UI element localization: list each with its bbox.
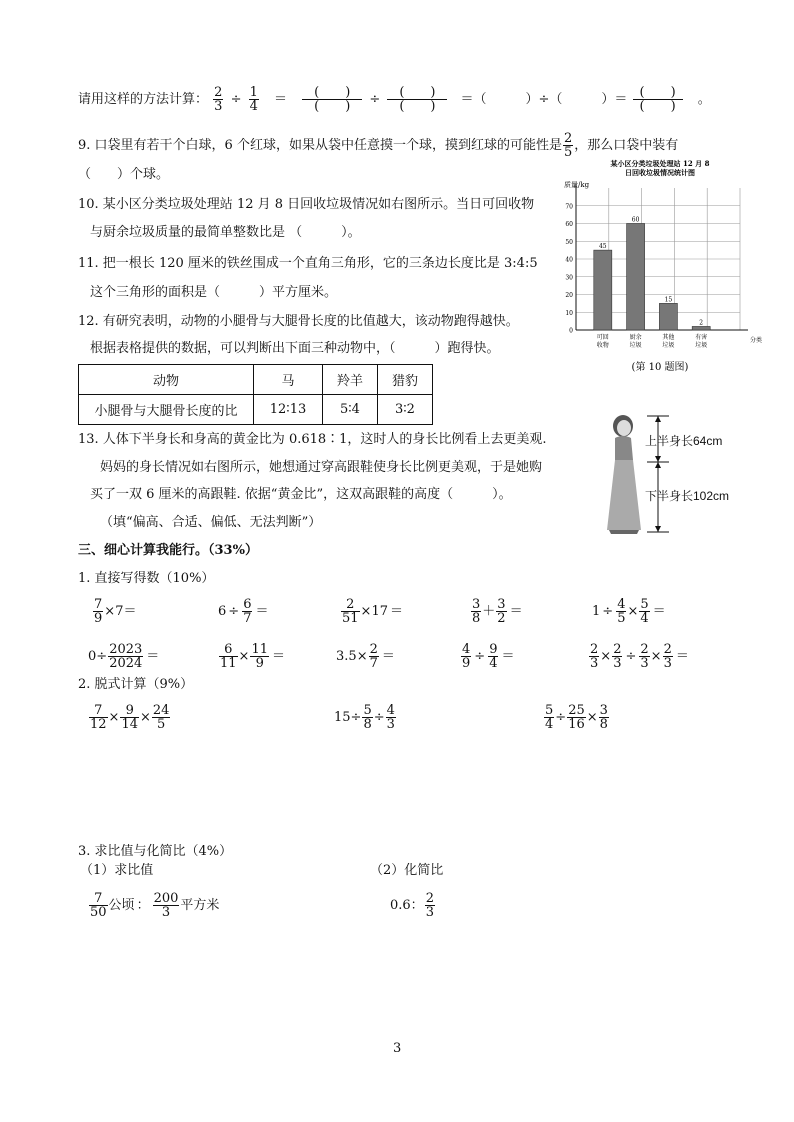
question-11-line2: 这个三角形的面积是（ ）平方厘米。: [90, 285, 338, 300]
y-tick-label: 30: [565, 274, 573, 282]
question-10: 10. 某小区分类垃圾处理站 12 月 8 日回收垃圾情况如右图所示。当日可回收物: [78, 197, 535, 212]
x-tick-label: 有害: [695, 334, 708, 341]
part-2-title: 2. 脱式计算（9%）: [78, 677, 194, 692]
data-label: 2: [699, 319, 704, 327]
ratio-2: 0.6： $\frac{2}{3}$: [390, 891, 434, 920]
upper-body-label: 上半身长64cm: [645, 434, 723, 448]
y-tick-label: 0: [569, 327, 573, 335]
garbage-bar-chart: [560, 158, 763, 373]
x-tick-label: 垃圾: [629, 342, 642, 349]
method-middle: ＝（ ）÷（ ）＝: [460, 92, 628, 107]
calc-8: 3.5× $\frac{2}{7}$ ＝: [336, 642, 395, 671]
table-header: 羚羊: [323, 365, 378, 395]
fraction: $\frac{1}{4}$: [249, 85, 258, 114]
y-axis-label: 质量/kg: [564, 181, 590, 189]
page-number: 3: [393, 1041, 402, 1056]
table-cell: 5∶4: [323, 395, 378, 425]
blank-fraction: $\frac{( )}{( )}$: [302, 86, 362, 113]
y-tick-label: 20: [565, 292, 573, 299]
calc-6: 0÷ $\frac{2023}{2024}$ ＝: [88, 642, 160, 671]
x-tick-label: 垃圾: [695, 342, 708, 349]
data-label: 45: [598, 243, 607, 251]
question-9-line2: （ ）个球。: [78, 167, 170, 182]
woman-illustration: [595, 412, 785, 537]
lower-body-label: 下半身长102cm: [645, 489, 730, 503]
table-header: 马: [254, 365, 323, 395]
calc-1: $\frac{7}{9}$ ×7＝: [94, 597, 137, 626]
data-label: 60: [631, 216, 640, 224]
part-1-title: 1. 直接写得数（10%）: [78, 571, 215, 586]
x-tick-label: 厨余: [629, 334, 642, 341]
calc-10: $\frac{2}{3}$ × $\frac{2}{3}$ ÷ $\frac{2}{3}$ × $\frac{2}{3}$ ＝: [590, 642, 689, 671]
method-prefix: 请用这样的方法计算：: [78, 92, 209, 107]
bar: [692, 326, 710, 330]
question-13: 13. 人体下半身长和身高的黄金比为 0.618∶1，这时人的身长比例看上去更美观.: [78, 432, 547, 447]
question-12-line2: 根据表格提供的数据，可以判断出下面三种动物中，（ ）跑得快。: [90, 341, 500, 356]
calc-2: 6 ÷ $\frac{6}{7}$ ＝: [218, 597, 269, 626]
x-axis-label: 分类: [750, 337, 763, 344]
calc-9: $\frac{4}{9}$ ÷ $\frac{9}{4}$ ＝: [462, 642, 515, 671]
calc-5: 1 ÷ $\frac{4}{5}$ × $\frac{5}{4}$ ＝: [592, 597, 666, 626]
question-11: 11. 把一根长 120 厘米的铁丝围成一个直角三角形，它的三条边长度比是 3:4:5: [78, 256, 538, 271]
fraction: $\frac{2}{5}$: [563, 131, 573, 160]
table-cell: 小腿骨与大腿骨长度的比: [79, 395, 254, 425]
question-13-line3: 买了一双 6 厘米的高跟鞋. 依据“黄金比”，这双高跟鞋的高度（ ）。: [90, 487, 512, 502]
step-calc-2: 15÷ $\frac{5}{8}$ ÷ $\frac{4}{3}$: [334, 703, 395, 732]
x-tick-label: 收物: [596, 342, 609, 349]
body-proportion-figure: [595, 412, 785, 537]
section-3-title: 三、细心计算我能行。（33%）: [78, 543, 258, 558]
fraction: $\frac{2}{3}$: [214, 85, 223, 114]
step-calc-1: $\frac{7}{12}$ × $\frac{9}{14}$ × $\frac{24}{5}$: [90, 703, 170, 732]
x-tick-label: 其他: [662, 334, 675, 341]
bar: [659, 303, 677, 330]
part-3-sub1: （1）求比值: [80, 863, 154, 878]
blank-fraction: $\frac{( )}{( )}$: [387, 86, 447, 113]
ratio-1: $\frac{7}{50}$ 公顷 ： $\frac{200}{3}$ 平方米: [90, 891, 220, 920]
part-3-sub2: （2）化简比: [370, 863, 444, 878]
animal-table: [78, 364, 433, 425]
table-header: 动物: [79, 365, 254, 395]
calc-4: $\frac{3}{8}$ ＋ $\frac{3}{2}$ ＝: [472, 597, 523, 626]
table-cell: 3∶2: [378, 395, 433, 425]
chart-svg: [560, 158, 763, 373]
data-label: 15: [664, 296, 673, 304]
calc-3: $\frac{2}{51}$ ×17 ＝: [342, 597, 404, 626]
x-tick-label: 可回: [596, 334, 609, 341]
part-3-title: 3. 求比值与化简比（4%）: [78, 844, 233, 859]
bar: [594, 250, 612, 330]
bar: [627, 224, 645, 331]
question-13-line2: 妈妈的身长情况如右图所示，她想通过穿高跟鞋使身长比例更美观，于是她购: [100, 460, 543, 475]
question-10-line2: 与厨余垃圾质量的最简单整数比是 （ ）。: [90, 225, 361, 240]
question-12: 12. 有研究表明，动物的小腿骨与大腿骨长度的比值越大，该动物跑得越快。: [78, 314, 519, 329]
chart-title: 某小区分类垃圾处理站 12 月 8: [610, 159, 710, 168]
y-tick-label: 10: [565, 309, 573, 317]
calc-7: $\frac{6}{11}$ × $\frac{11}{9}$ ＝: [220, 642, 286, 671]
blank-fraction: $\frac{( )}{( )}$: [633, 86, 683, 113]
chart-title: 日回收垃圾情况统计图: [625, 168, 695, 177]
x-tick-label: 垃圾: [662, 342, 675, 349]
question-13-line4: （填“偏高、合适、偏低、无法判断”）: [100, 515, 322, 530]
table-cell: 12∶13: [254, 395, 323, 425]
step-calc-3: $\frac{5}{4}$ ÷ $\frac{25}{16}$ × $\frac{3}{8}$: [545, 703, 608, 732]
chart-caption: (第 10 题图): [631, 362, 689, 373]
y-tick-label: 40: [565, 256, 573, 264]
table-header: 猎豹: [378, 365, 433, 395]
y-tick-label: 70: [565, 203, 573, 211]
question-9: 9. 口袋里有若干个白球，6 个红球，如果从袋中任意摸一个球，摸到红球的可能性是 $\frac{2}{5}$ ，那么口袋中装有: [78, 131, 679, 160]
method-line: 请用这样的方法计算： $\frac{2}{3}$ ÷ $\frac{1}{4}$ ＝ $\frac{( )}{( )}$ ÷ $\frac{( )}{( )}$ ＝（ ）÷（ ）＝ $\frac{( )}{( )}$ 。: [78, 85, 711, 114]
y-tick-label: 60: [565, 221, 573, 228]
y-tick-label: 50: [565, 238, 573, 246]
